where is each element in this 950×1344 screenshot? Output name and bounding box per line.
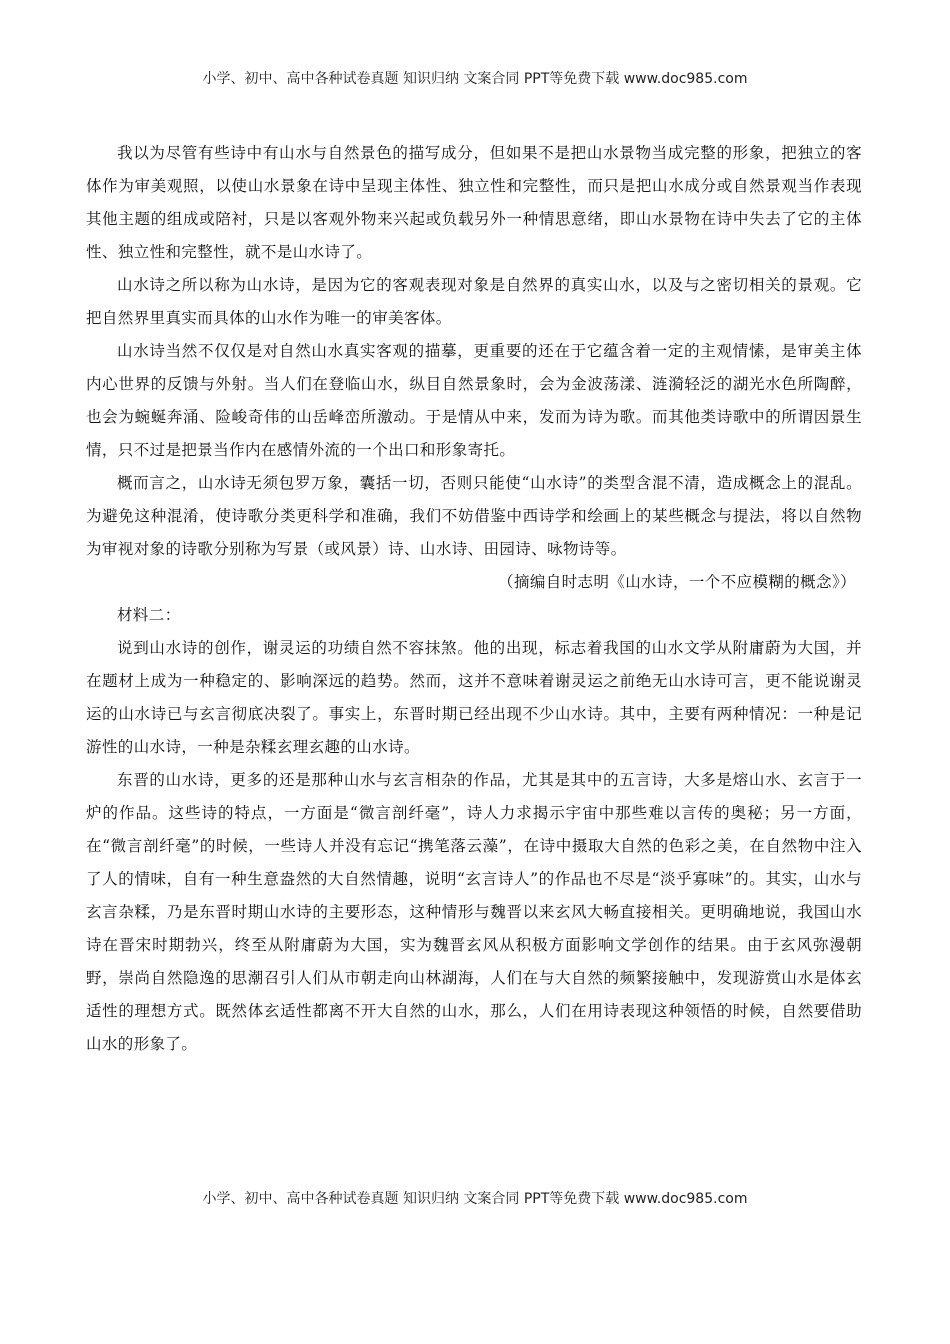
paragraph-6: 东晋的山水诗，更多的还是那种山水与玄言相杂的作品，尤其是其中的五言诗，大多是熔山水、玄言于一炉的作品。这些诗的特点，一方面是“微言剖纤毫”，诗人力求揭示宇宙中那些难以言传的奥秘；另一方面，在“微言剖纤毫”的时候，一些诗人并没有忘记“携笔落云藻”，在诗中摄取大自然的色彩之美，在自然物中注入了人的情味，自有一种生意盎然的大自然情趣，说明“玄言诗人”的作品也不尽是“淡乎寡味”的。其实，山水与玄言杂糅，乃是东晋时期山水诗的主要形态，这种情形与魏晋以来玄风大畅直接相关。更明确地说，我国山水诗在晋宋时期勃兴，终至从附庸蔚为大国，实为魏晋玄风从积极方面影响文学创作的结果。由于玄风弥漫朝野，崇尚自然隐逸的思潮召引人们从市朝走向山林湖海，人们在与大自然的频繁接触中，发现游赏山水是体玄适性的理想方式。既然体玄适性都离不开大自然的山水，那么，人们在用诗表现这种领悟的时候，自然要借助山水的形象了。 <box>86 771 862 1053</box>
document-body <box>86 137 862 1061</box>
paragraph-3: 山水诗当然不仅仅是对自然山水真实客观的描摹，更重要的还在于它蕴含着一定的主观情愫，是审美主体内心世界的反馈与外射。当人们在登临山水，纵目自然景象时，会为金波荡漾、涟漪轻泛的湖光水色所陶醉，也会为蜿蜒奔涌、险峻奇伟的山岳峰峦所激动。于是情从中来，发而为诗为歌。而其他类诗歌中的所谓因景生情，只不过是把景当作内在感情外流的一个出口和形象寄托。 <box>86 342 862 459</box>
section-label: 材料二： <box>117 606 181 624</box>
source-citation: （摘编自时志明《山水诗，一个不应模糊的概念》） <box>498 573 856 591</box>
page-footer: 小学、初中、高中各种试卷真题 知识归纳 文案合同 PPT等免费下载 www.doc985.com <box>202 1191 748 1207</box>
page-header: 小学、初中、高中各种试卷真题 知识归纳 文案合同 PPT等免费下载 www.doc985.com <box>202 71 748 87</box>
paragraph-4: 概而言之，山水诗无须包罗万象，囊括一切，否则只能使“山水诗”的类型含混不清，造成概念上的混乱。为避免这种混淆，使诗歌分类更科学和准确，我们不妨借鉴中西诗学和绘画上的某些概念与提法，将以自然物为审视对象的诗歌分别称为写景（或风景）诗、山水诗、田园诗、咏物诗等。 <box>86 474 862 558</box>
paragraph-1: 我以为尽管有些诗中有山水与自然景色的描写成分，但如果不是把山水景物当成完整的形象，把独立的客体作为审美观照，以使山水景象在诗中呈现主体性、独立性和完整性，而只是把山水成分或自然景观当作表现其他主题的组成或陪衬，只是以客观外物来兴起或负载另外一种情思意绪，即山水景物在诗中失去了它的主体性、独立性和完整性，就不是山水诗了。 <box>86 144 862 261</box>
paragraph-2: 山水诗之所以称为山水诗，是因为它的客观表现对象是自然界的真实山水，以及与之密切相关的景观。它把自然界里真实而具体的山水作为唯一的审美客体。 <box>86 276 862 327</box>
paragraph-5: 说到山水诗的创作，谢灵运的功绩自然不容抹煞。他的出现，标志着我国的山水文学从附庸蔚为大国，并在题材上成为一种稳定的、影响深远的趋势。然而，这并不意味着谢灵运之前绝无山水诗可言，更不能说谢灵运的山水诗已与玄言彻底决裂了。事实上，东晋时期已经出现不少山水诗。其中，主要有两种情况：一种是记游性的山水诗，一种是杂糅玄理玄趣的山水诗。 <box>86 639 862 756</box>
